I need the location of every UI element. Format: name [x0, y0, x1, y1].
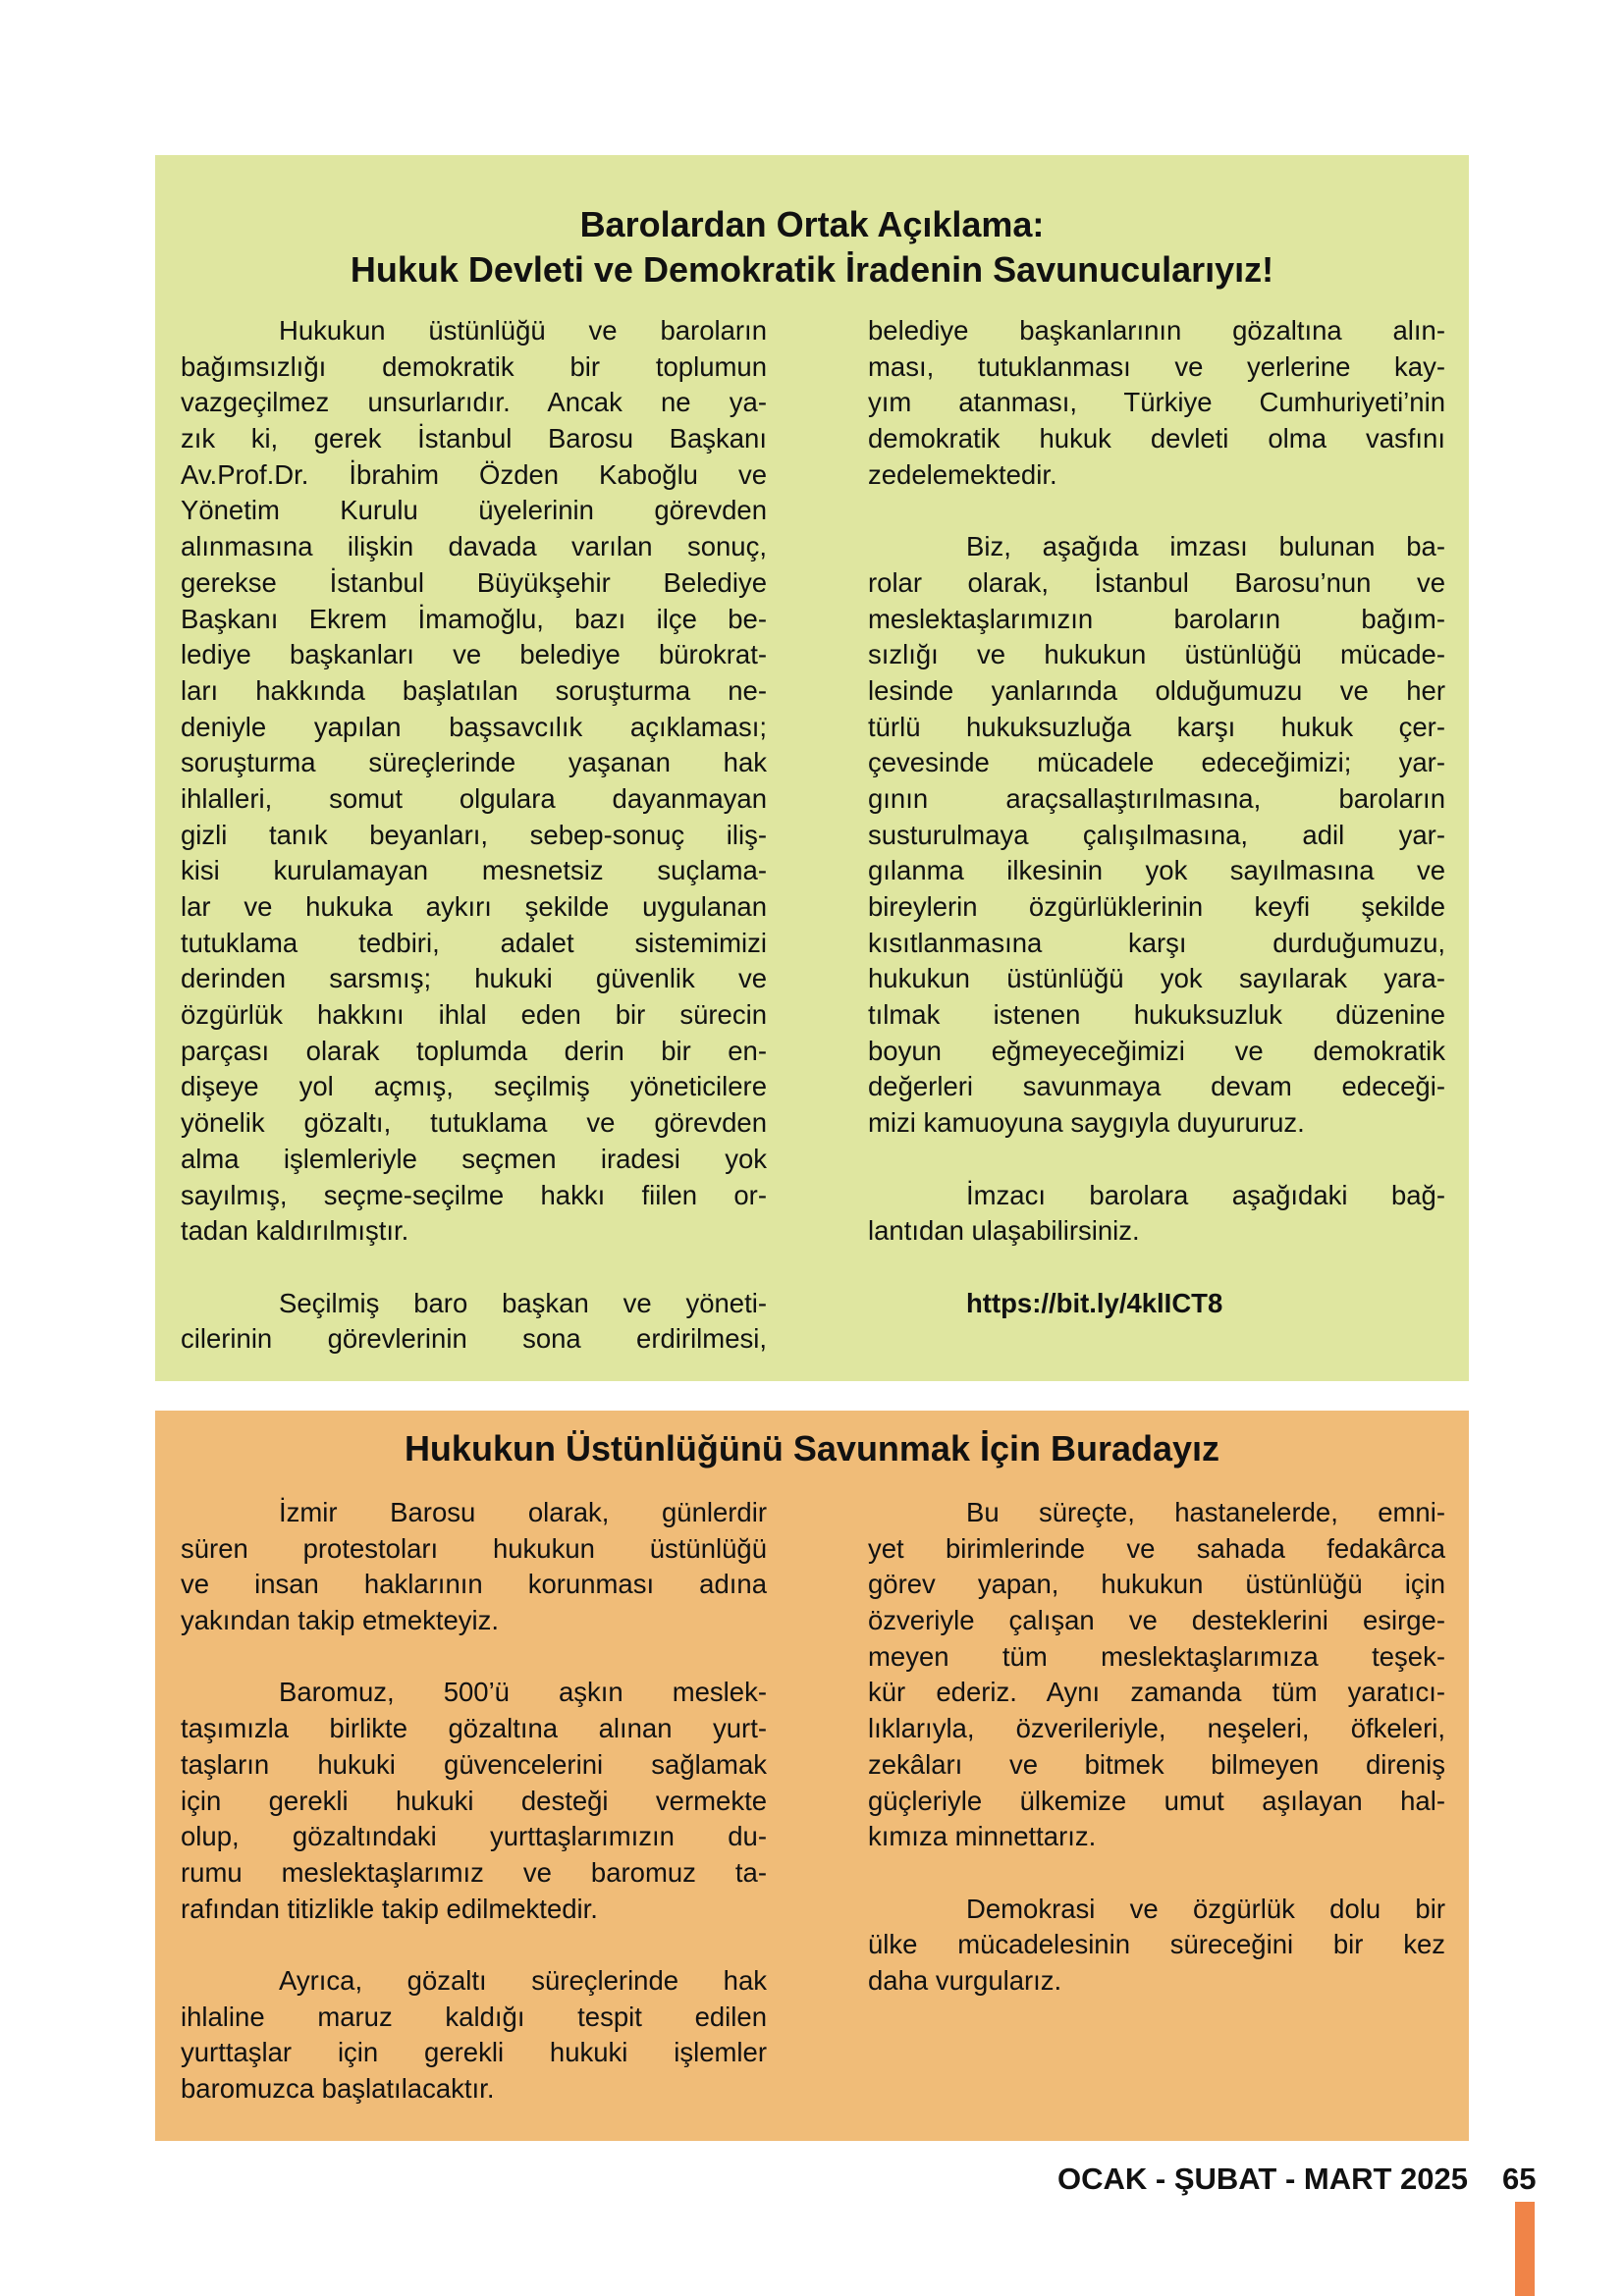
text-line: gerekse İstanbul Büyükşehir Belediye — [181, 566, 767, 598]
text-line: parçası olarak toplumda derin bir en- — [181, 1035, 767, 1066]
text-line: hukukun üstünlüğü yok sayılarak yara- — [868, 963, 1445, 994]
paragraph-gap — [868, 1250, 1445, 1286]
text-line: görev yapan, hukukun üstünlüğü için — [868, 1569, 1445, 1600]
text-column-left — [181, 1495, 767, 2108]
text-line: için gerekli hukuki desteği vermekte — [181, 1785, 767, 1816]
text-column-left — [181, 313, 767, 1358]
text-line: çevesinde mücadele edeceğimizi; yar- — [868, 747, 1445, 778]
title-line-2: Hukuk Devleti ve Demokratik İradenin Savunucularıyız! — [350, 249, 1274, 290]
text-line: bireylerin özgürlüklerinin keyfi şekilde — [868, 891, 1445, 922]
text-line: kisi kurulamayan mesnetsiz suçlama- — [181, 855, 767, 886]
text-line: yet birimlerinde ve sahada fedakârca — [868, 1532, 1445, 1564]
text-line: olup, gözaltındaki yurttaşlarımızın du- — [181, 1821, 767, 1852]
text-line: kısıtlanmasına karşı durduğumuzu, — [868, 927, 1445, 958]
text-line: Baromuz, 500’ü aşkın meslek- — [279, 1677, 767, 1708]
text-line: tutuklama tedbiri, adalet sistemimizi — [181, 927, 767, 958]
text-line: İmzacı barolara aşağıdaki bağ- — [966, 1179, 1445, 1210]
text-line: değerleri savunmaya devam edeceği- — [868, 1071, 1445, 1102]
text-line: taşımızla birlikte gözaltına alınan yurt- — [181, 1713, 767, 1744]
text-line: kür ederiz. Aynı zamanda tüm yaratıcı- — [868, 1677, 1445, 1708]
text-line: demokratik hukuk devleti olma vasfını — [868, 423, 1445, 454]
text-line: güçleriyle ülkemize umut aşılayan hal- — [868, 1785, 1445, 1816]
article-title — [155, 202, 1469, 293]
text-line: yönelik gözaltı, tutuklama ve görevden — [181, 1107, 767, 1139]
paragraph-gap — [868, 1855, 1445, 1892]
text-column-right — [868, 313, 1445, 1321]
text-line: alma işlemleriyle seçmen iradesi yok — [181, 1143, 767, 1174]
text-line: boyun eğmeyeceğimizi ve demokratik — [868, 1035, 1445, 1066]
paragraph — [181, 1675, 767, 1927]
text-line: tılmak istenen hukuksuzluk düzenine — [868, 999, 1445, 1031]
text-line: susturulmaya çalışılmasına, adil yar- — [868, 819, 1445, 850]
text-line: Ayrıca, gözaltı süreçlerinde hak — [279, 1964, 767, 1996]
paragraph — [868, 529, 1445, 1142]
text-line: İzmir Barosu olarak, günlerdir — [279, 1497, 767, 1527]
text-line: gizli tanık beyanları, sebep-sonuç iliş- — [181, 819, 767, 850]
text-line: zekâları ve bitmek bilmeyen direniş — [868, 1748, 1445, 1780]
paragraph-gap — [181, 1639, 767, 1676]
paragraph — [181, 313, 767, 1250]
text-line: bağımsızlığı demokratik bir toplumun — [181, 350, 767, 382]
text-line: Seçilmiş baro başkan ve yöneti- — [279, 1287, 767, 1318]
article-title: Hukukun Üstünlüğünü Savunmak İçin Buradayız — [404, 1428, 1220, 1468]
issue-date: OCAK - ŞUBAT - MART 2025 — [1057, 2162, 1468, 2196]
text-line: soruşturma süreçlerinde yaşanan hak — [181, 747, 767, 778]
text-line: ülke mücadelesinin süreceğini bir kez — [868, 1929, 1445, 1960]
text-line: özgürlük hakkını ihlal eden bir sürecin — [181, 999, 767, 1031]
page-accent-bar — [1515, 2202, 1535, 2296]
text-line: lantıdan ulaşabilirsiniz. — [868, 1215, 1140, 1247]
text-line: lıklarıyla, özverileriyle, neşeleri, öfkeleri, — [868, 1713, 1445, 1744]
text-line: belediye başkanlarının gözaltına alın- — [868, 315, 1445, 346]
paragraph-gap — [868, 1142, 1445, 1178]
text-line: süren protestoları hukukun üstünlüğü — [181, 1532, 767, 1564]
text-line: Başkanı Ekrem İmamoğlu, bazı ilçe be- — [181, 603, 767, 634]
text-line: yım atanması, Türkiye Cumhuriyeti’nin — [868, 387, 1445, 418]
text-line: kımıza minnettarız. — [868, 1821, 1097, 1852]
text-line: deniyle yapılan başsavcılık açıklaması; — [181, 711, 767, 742]
text-line: Demokrasi ve özgürlük dolu bir — [966, 1893, 1445, 1924]
title-line-1: Barolardan Ortak Açıklama: — [579, 204, 1045, 244]
text-line: rafından titizlikle takip edilmektedir. — [181, 1893, 598, 1924]
text-line: alınmasına ilişkin davada varılan sonuç, — [181, 531, 767, 562]
text-line: ması, tutuklanması ve yerlerine kay- — [868, 350, 1445, 382]
text-line: Bu süreçte, hastanelerde, emni- — [966, 1497, 1445, 1527]
paragraph — [181, 1495, 767, 1639]
page-number: 65 — [1502, 2162, 1537, 2196]
paragraph — [868, 1495, 1445, 1855]
text-line: gılanma ilkesinin yok sayılmasına ve — [868, 855, 1445, 886]
text-line: rolar olarak, İstanbul Barosu’nun ve — [868, 566, 1445, 598]
paragraph-gap — [181, 1250, 767, 1286]
text-column-right — [868, 1495, 1445, 2000]
text-line: meyen tüm meslektaşlarımıza teşek- — [868, 1640, 1445, 1672]
text-line: dişeye yol açmış, seçilmiş yöneticilere — [181, 1071, 767, 1102]
text-line: yakından takip etmekteyiz. — [181, 1605, 500, 1636]
text-line: vazgeçilmez unsurlarıdır. Ancak ne ya- — [181, 387, 767, 418]
text-line: sayılmış, seçme-seçilme hakkı fiilen or- — [181, 1179, 767, 1210]
text-line: cilerinin görevlerinin sona erdirilmesi, — [181, 1323, 767, 1355]
text-line: zedelemektedir. — [868, 458, 1057, 490]
text-line: türlü hukuksuzluğa karşı hukuk çer- — [868, 711, 1445, 742]
text-line: özveriyle çalışan ve desteklerini esirge- — [868, 1605, 1445, 1636]
text-line: rumu meslektaşlarımız ve baromuz ta- — [181, 1856, 767, 1888]
paragraph — [868, 1892, 1445, 2000]
text-line: derinden sarsmış; hukuki güvenlik ve — [181, 963, 767, 994]
text-line: taşların hukuki güvencelerini sağlamak — [181, 1748, 767, 1780]
text-line: baromuzca başlatılacaktır. — [181, 2073, 495, 2104]
text-line: Biz, aşağıda imzası bulunan ba- — [966, 531, 1445, 562]
text-line: ları hakkında başlatılan soruşturma ne- — [181, 674, 767, 706]
text-line: yurttaşlar için gerekli hukuki işlemler — [181, 2037, 767, 2068]
text-line: Av.Prof.Dr. İbrahim Özden Kaboğlu ve — [181, 458, 767, 490]
text-line: lediye başkanları ve belediye bürokrat- — [181, 639, 767, 670]
text-line: Hukukun üstünlüğü ve baroların — [279, 315, 767, 346]
text-line: daha vurgularız. — [868, 1964, 1062, 1996]
text-line: tadan kaldırılmıştır. — [181, 1215, 409, 1247]
text-line: mizi kamuoyuna saygıyla duyururuz. — [868, 1107, 1305, 1139]
text-line: sızlığı ve hukukun üstünlüğü mücade- — [868, 639, 1445, 670]
joint-statement-box — [155, 155, 1469, 1381]
text-line[interactable]: https://bit.ly/4klICT8 — [966, 1287, 1223, 1318]
text-line: gının araçsallaştırılmasına, baroların — [868, 782, 1445, 814]
paragraph — [181, 1286, 767, 1358]
text-line: lar ve hukuka aykırı şekilde uygulanan — [181, 891, 767, 922]
text-line: ve insan haklarının korunması adına — [181, 1569, 767, 1600]
text-line: ihlalleri, somut olgulara dayanmayan — [181, 782, 767, 814]
text-line: lesinde yanlarında olduğumuzu ve her — [868, 674, 1445, 706]
text-line: zık ki, gerek İstanbul Barosu Başkanı — [181, 423, 767, 454]
paragraph — [868, 313, 1445, 493]
text-line: ihlaline maruz kaldığı tespit edilen — [181, 2001, 767, 2032]
text-line: meslektaşlarımızın baroların bağım- — [868, 603, 1445, 634]
paragraph-gap — [868, 493, 1445, 529]
signatories-link[interactable] — [868, 1286, 1445, 1322]
text-line: Yönetim Kurulu üyelerinin görevden — [181, 495, 767, 526]
paragraph — [181, 1963, 767, 2108]
paragraph-gap — [181, 1927, 767, 1963]
izmir-bar-statement-box — [155, 1411, 1469, 2141]
paragraph — [868, 1178, 1445, 1250]
